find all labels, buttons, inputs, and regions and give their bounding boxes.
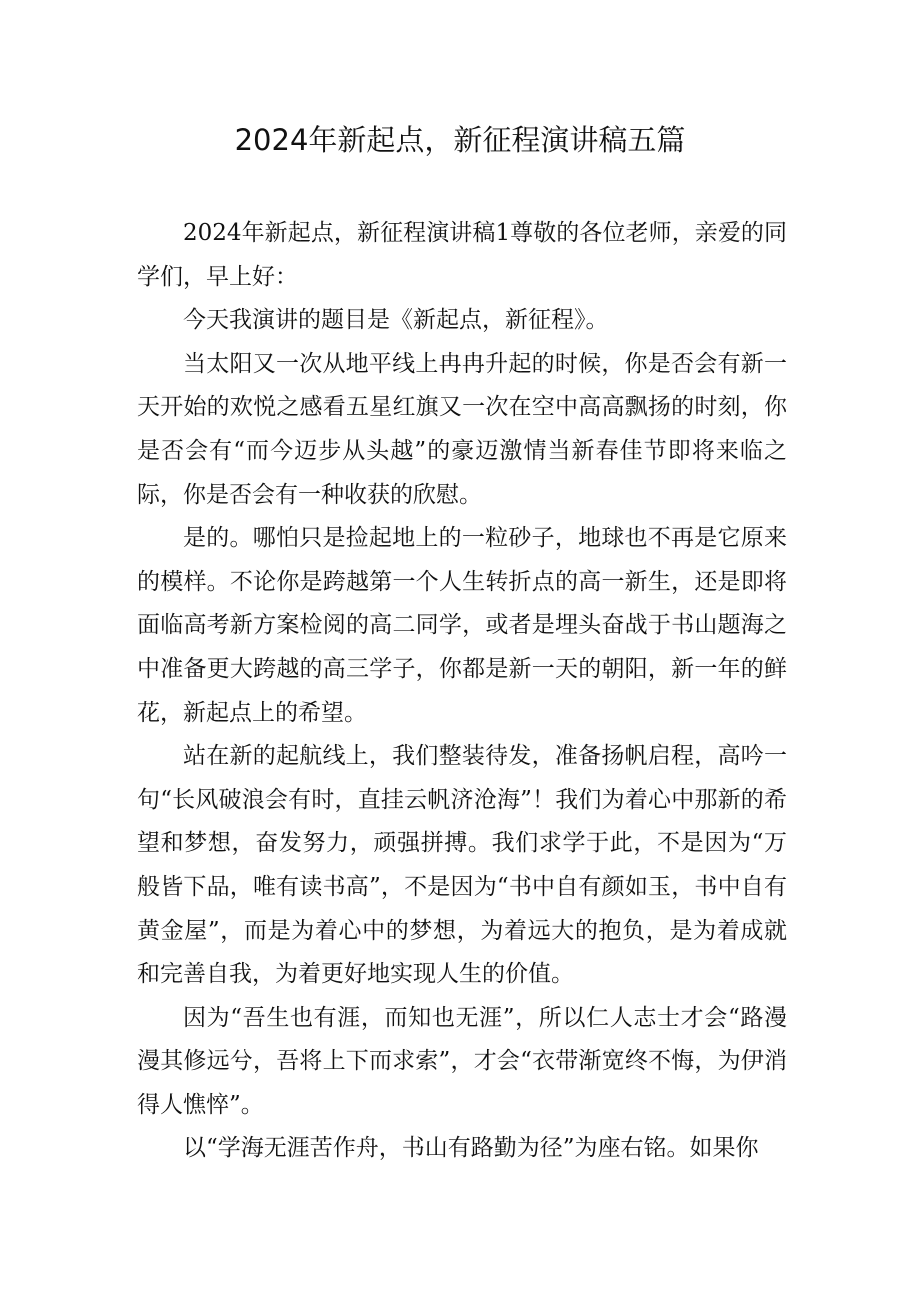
paragraph-6: 因为“吾生也有涯，而知也无涯”，所以仁人志士才会“路漫漫其修远兮，吾将上下而求索”，才会“衣带渐宽终不悔，为伊消得人憔悴”。 (137, 1004, 787, 1118)
paragraph-1: 2024年新起点，新征程演讲稿1尊敬的各位老师，亲爱的同学们，早上好： (137, 220, 787, 290)
paragraph-4: 是的。哪怕只是捡起地上的一粒砂子，地球也不再是它原来的模样。不论你是跨越第一个人生转折点的高一新生，还是即将面临高考新方案检阅的高二同学，或者是埋头奋战于书山题海之中准备更大跨越的高三学子，你都是新一天的朝阳，新一年的鲜花，新起点上的希望。 (137, 525, 787, 726)
paragraph-7: 以“学海无涯苦作舟，书山有路勤为径”为座右铭。如果你 (183, 1135, 759, 1162)
paragraph-3: 当太阳又一次从地平线上冉冉升起的时候，你是否会有新一天开始的欢悦之感看五星红旗又一次在空中高高飘扬的时刻，你是否会有“而今迈步从头越”的豪迈激情当新春佳节即将来临之际，你是否会有一种收获的欣慰。 (137, 350, 787, 508)
paragraph-5: 站在新的起航线上，我们整装待发，准备扬帆启程，高吟一句“长风破浪会有时，直挂云帆济沧海”！我们为着心中那新的希望和梦想，奋发努力，顽强拼搏。我们求学于此，不是因为“万般皆下品，唯有读书高”，不是因为“书中自有颜如玉，书中自有黄金屋”，而是为着心中的梦想，为着远大的抱负，是为着成就和完善自我，为着更好地实现人生的价值。 (137, 743, 787, 988)
document-body (137, 212, 787, 1171)
document-title: 2024年新起点，新征程演讲稿五篇 (234, 123, 686, 157)
paragraph-2: 今天我演讲的题目是《新起点，新征程》。 (183, 307, 609, 334)
